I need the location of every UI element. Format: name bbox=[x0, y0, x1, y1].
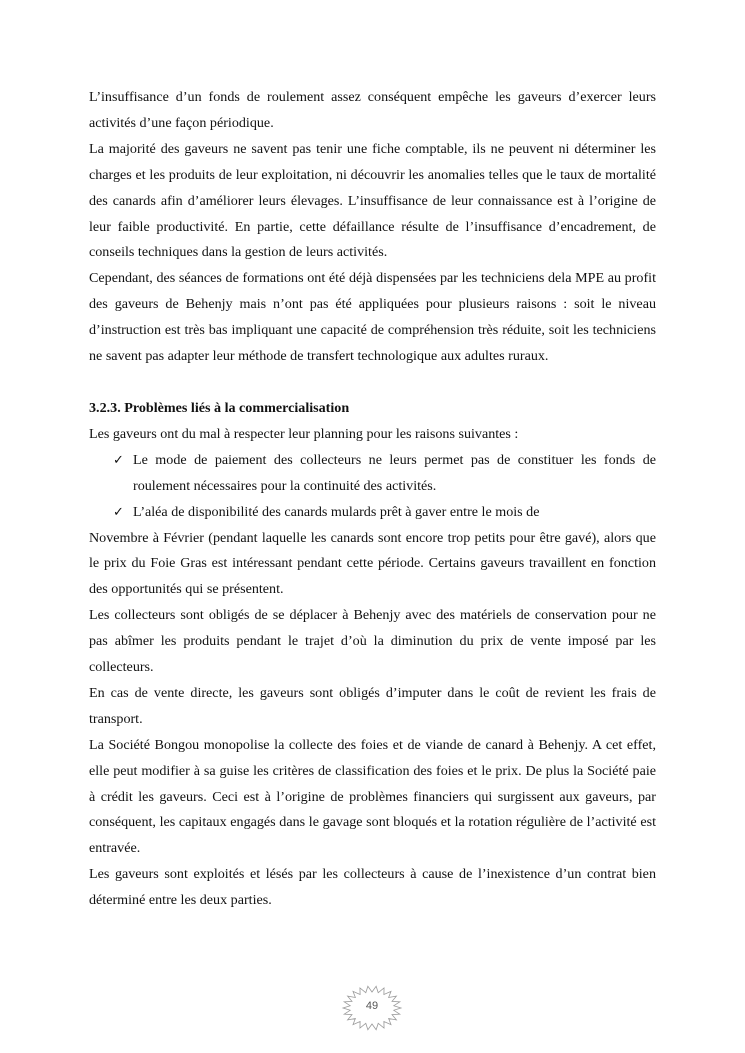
list-item bbox=[113, 500, 656, 526]
paragraph: Cependant, des séances de formations ont été déjà dispensées par les techniciens dela MPE au profit des gaveurs de Behenjy mais n’ont pas été appliquées pour plusieurs raisons : soit le niveau d’instruction est très bas impliquant une capacité de compréhension très réduite, soit les techniciens ne savent pas adapter leur méthode de transfert technologique aux adultes ruraux. bbox=[89, 270, 656, 365]
paragraph: Novembre à Février (pendant laquelle les canards sont encore trop petits pour être gavé), alors que le prix du Foie Gras est intéressant pendant cette période. Certains gaveurs travaillent en fonction des opportunités qui se présentent. bbox=[89, 529, 656, 598]
paragraph: La Société Bongou monopolise la collecte des foies et de viande de canard à Behenjy. A cet effet, elle peut modifier à sa guise les critères de classification des foies et le prix. De plus la Société paie à crédit les gaveurs. Ceci est à l’origine de problèmes financiers qui surgissent aux gaveurs, par conséquent, les capitaux engagés dans le gavage sont bloqués et la rotation régulière de l’activité est entravée. bbox=[89, 736, 656, 857]
document-body bbox=[89, 85, 656, 914]
section-heading: 3.2.3. Problèmes liés à la commercialisation bbox=[89, 399, 350, 416]
page-number: 49 bbox=[365, 1000, 379, 1012]
checkmark-icon: ✓ bbox=[113, 504, 124, 520]
list-item bbox=[113, 448, 656, 500]
checklist bbox=[89, 448, 656, 526]
paragraph: La majorité des gaveurs ne savent pas tenir une fiche comptable, ils ne peuvent ni déterminer les charges et les produits de leur exploitation, ni découvrir les anomalies telles que le taux de mortalité des canards afin d’améliorer leurs élevages. L’insuffisance de leur connaissance est à l’origine de leur faible productivité. En partie, cette défaillance résulte de l’insuffisance d’encadrement, de conseils techniques dans la gestion de leurs activités. bbox=[89, 140, 656, 261]
paragraph: Les collecteurs sont obligés de se déplacer à Behenjy avec des matériels de conservation pour ne pas abîmer les produits pendant le trajet d’où la diminution du prix de vente imposé par les collecteurs. bbox=[89, 607, 656, 676]
paragraph: L’insuffisance d’un fonds de roulement assez conséquent empêche les gaveurs d’exercer leurs activités d’une façon périodique. bbox=[89, 89, 656, 131]
section-intro: Les gaveurs ont du mal à respecter leur planning pour les raisons suivantes : bbox=[89, 425, 519, 442]
paragraph: En cas de vente directe, les gaveurs sont obligés d’imputer dans le coût de revient les frais de transport. bbox=[89, 684, 656, 727]
page-footer bbox=[340, 984, 404, 1032]
list-item-text: L’aléa de disponibilité des canards mulards prêt à gaver entre le mois de bbox=[133, 503, 540, 520]
paragraph-spacer bbox=[89, 370, 656, 396]
paragraph: Les gaveurs sont exploités et lésés par les collecteurs à cause de l’inexistence d’un contrat bien déterminé entre les deux parties. bbox=[89, 866, 656, 909]
list-item-text: Le mode de paiement des collecteurs ne leurs permet pas de constituer les fonds de roulement nécessaires pour la continuité des activités. bbox=[133, 451, 656, 494]
checkmark-icon: ✓ bbox=[113, 452, 124, 468]
